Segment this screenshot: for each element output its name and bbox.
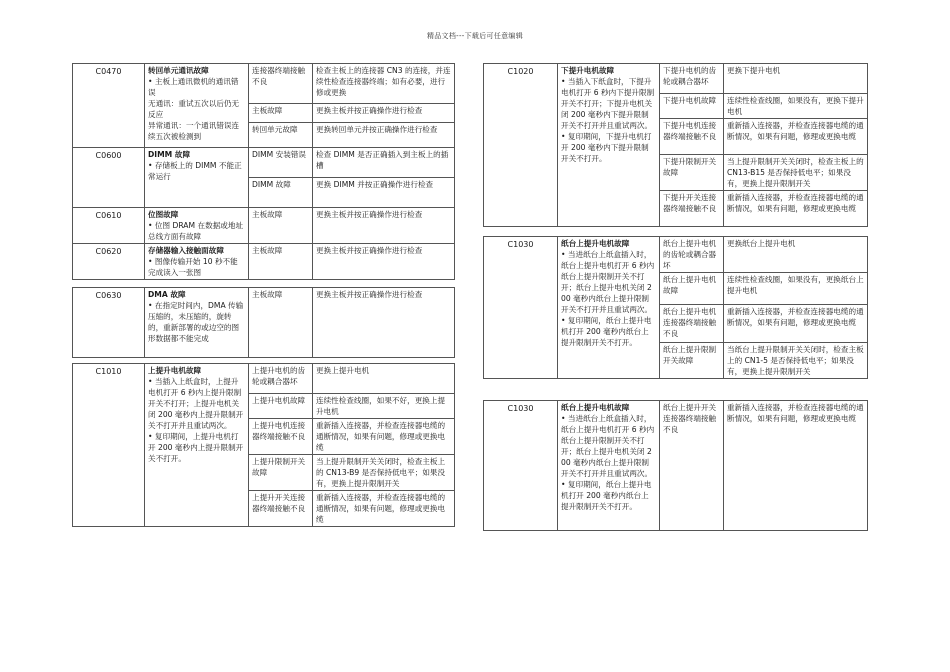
- error-title: 转回单元通讯故障: [148, 66, 209, 75]
- table-row: [73, 288, 455, 358]
- error-description: • 主板上通讯微机的通讯错误 无通讯：重试五次以后仍无反应 异常通讯：一个通讯错误连续五次被检测到: [148, 77, 240, 141]
- cause-cell: 主板故障: [249, 288, 313, 358]
- cause-cell: 主板故障: [249, 104, 313, 123]
- cause-cell: 纸台上提升电机故障: [660, 273, 724, 305]
- error-description: • 存储板上的 DIMM 不能正常运行: [148, 161, 242, 181]
- error-description-cell: [145, 244, 249, 280]
- cause-cell: 纸台上提升电机的齿轮或耦合器坏: [660, 237, 724, 273]
- table-row: [484, 64, 868, 94]
- error-title: 纸台上提升电机故障: [561, 403, 630, 412]
- fix-cell: 连续性检查线圈，如果没有，更换下提升电机: [724, 94, 868, 119]
- table-row: [73, 64, 455, 104]
- error-code: C0620: [73, 244, 145, 280]
- cause-cell: 上提升限制开关故障: [249, 455, 313, 491]
- cause-cell: 连接器终端接触不良: [249, 64, 313, 104]
- error-code-table-right-3: [483, 400, 868, 531]
- cause-cell: 下提升电机连接器终端接触不良: [660, 119, 724, 155]
- fix-cell: 连续性检查线圈，如果没有，更换纸台上提升电机: [724, 273, 868, 305]
- fix-cell: 检查主板上的连接器 CN3 的连接，并连续性检查连接器终端；如有必要，进行修或更换: [313, 64, 455, 104]
- error-description: • 当插入下纸盒时，下提升电机打开 6 秒内下提升限制开关不打开；下提升电机关闭 200 毫秒内下提升限制开关不打开并且重试两次。 • 复印期间，下提升电机打开 200 毫秒内下提升限制开关不打开。: [561, 77, 655, 163]
- cause-cell: 上提升开关连接器终端接触不良: [249, 491, 313, 527]
- fix-cell: 更换转回单元并按正确操作进行检查: [313, 123, 455, 148]
- error-description-cell: [558, 401, 660, 531]
- error-code-table-right-1: [483, 63, 868, 227]
- fix-cell: 重新插入连接器，并检查连接器电缆的通断情况，如果有问题，修理或更换电缆: [724, 305, 868, 343]
- error-code: C1010: [73, 364, 145, 527]
- error-description: • 位图 DRAM 在数据或地址总线方面有故障: [148, 221, 244, 241]
- error-code: C1030: [484, 401, 558, 531]
- fix-cell: 当纸台上提升限制开关关闭时，检查主板上的 CN1-5 是否保持低电平；如果没有，更换上提升限制开关: [724, 343, 868, 379]
- cause-cell: 下提升限制开关故障: [660, 155, 724, 191]
- cause-cell: 下提升电机的齿轮或耦合器坏: [660, 64, 724, 94]
- cause-cell: 上提升电机的齿轮或耦合器坏: [249, 364, 313, 394]
- cause-cell: 转回单元故障: [249, 123, 313, 148]
- table-row: [484, 401, 868, 531]
- error-code: C0610: [73, 208, 145, 244]
- fix-cell: 更换主板并按正确操作进行检查: [313, 288, 455, 358]
- table-row: [73, 148, 455, 178]
- error-description: • 在指定时间内，DMA 传输压缩的，未压缩的，旋转的，重新部署的或边空的图形数据都不能完成: [148, 301, 244, 343]
- table-row: [73, 208, 455, 244]
- fix-cell: 重新插入连接器，并检查连接器电缆的通断情况，如果有问题，修理或更换电缆: [313, 419, 455, 455]
- fix-cell: 重新插入连接器，并检查连接器电缆的通断情况，如果有问题，修理或更换电缆: [724, 119, 868, 155]
- error-title: 存储器输入接触面故障: [148, 246, 224, 255]
- fix-cell: 当上提升限制开关关闭时，检查主板上的 CN13-B15 是否保持低电平；如果没有，更换上提升限制开关: [724, 155, 868, 191]
- fix-cell: 检查 DIMM 是否正确插入到主板上的插槽: [313, 148, 455, 178]
- fix-cell: 更换主板并按正确操作进行检查: [313, 104, 455, 123]
- cause-cell: 主板故障: [249, 208, 313, 244]
- error-code: C0630: [73, 288, 145, 358]
- table-row: [484, 237, 868, 273]
- error-title: DMA 故障: [148, 290, 186, 299]
- error-description: • 当插入上纸盒时，上提升电机打开 6 秒内上提升限制开关不打开；上提升电机关闭 200 毫秒内上提升限制开关不打开并且重试两次。 • 复印期间，上提升电机打开 200 毫秒内上提升限制开关不打开。: [148, 377, 244, 463]
- error-description-cell: [558, 237, 660, 379]
- error-code: C0470: [73, 64, 145, 148]
- fix-cell: 更换主板并按正确操作进行检查: [313, 244, 455, 280]
- fix-cell: 更换 DIMM 并按正确操作进行检查: [313, 178, 455, 208]
- cause-cell: 纸台上提升电机连接器终端接触不良: [660, 305, 724, 343]
- error-code: C0600: [73, 148, 145, 208]
- fix-cell: 更换主板并按正确操作进行检查: [313, 208, 455, 244]
- cause-cell: 上提升电机故障: [249, 394, 313, 419]
- cause-cell: 纸台上提升限制开关故障: [660, 343, 724, 379]
- cause-cell: DIMM 安装错误: [249, 148, 313, 178]
- fix-cell: 当上提升限制开关关闭时，检查主板上的 CN13-B9 是否保持低电平；如果没有，更换上提升限制开关: [313, 455, 455, 491]
- error-title: 下提升电机故障: [561, 66, 615, 75]
- fix-cell: 重新插入连接器，并检查连接器电缆的通断情况，如果有问题，修理或更换电缆: [724, 191, 868, 227]
- error-code-table-right-2: [483, 236, 868, 379]
- error-description-cell: [145, 64, 249, 148]
- error-description-cell: [145, 288, 249, 358]
- error-description-cell: [558, 64, 660, 227]
- error-title: 纸台上提升电机故障: [561, 239, 630, 248]
- error-description-cell: [145, 364, 249, 527]
- table-row: [73, 364, 455, 394]
- cause-cell: 下提升电机故障: [660, 94, 724, 119]
- error-code-table-left: [72, 63, 455, 527]
- error-title: DIMM 故障: [148, 150, 191, 159]
- table-row: [73, 244, 455, 280]
- error-description-cell: [145, 148, 249, 208]
- error-code: C1020: [484, 64, 558, 227]
- cause-cell: 下提升开关连接器终端接触不良: [660, 191, 724, 227]
- error-description: • 当进纸台上纸盒插入时，纸台上提升电机打开 6 秒内纸台上提升限制开关不打开；纸台上提升电机关闭 200 毫秒内纸台上提升限制开关不打开并且重试两次。 • 复印期间，纸台上提升电机打开 200 毫秒内纸台上提升限制开关不打开。: [561, 414, 655, 511]
- fix-cell: 重新插入连接器，并检查连接器电缆的通断情况，如果有问题，修理或更换电缆: [724, 401, 868, 531]
- error-description: • 当进纸台上纸盒插入时，纸台上提升电机打开 6 秒内纸台上提升限制开关不打开；纸台上提升电机关闭 200 毫秒内纸台上提升限制开关不打开并且重试两次。 • 复印期间，纸台上提升电机打开 200 毫秒内纸台上提升限制开关不打开。: [561, 250, 655, 347]
- cause-cell: 主板故障: [249, 244, 313, 280]
- error-description: • 图像传输开始 10 秒不能完成读入一张图: [148, 257, 238, 277]
- fix-cell: 更换下提升电机: [724, 64, 868, 94]
- fix-cell: 更换纸台上提升电机: [724, 237, 868, 273]
- fix-cell: 重新插入连接器，并检查连接器电缆的通断情况，如果有问题，修理或更换电缆: [313, 491, 455, 527]
- fix-cell: 连续性检查线圈，如果不好，更换上提升电机: [313, 394, 455, 419]
- fix-cell: 更换上提升电机: [313, 364, 455, 394]
- error-description-cell: [145, 208, 249, 244]
- cause-cell: 上提升电机连接器终端接触不良: [249, 419, 313, 455]
- error-title: 位图故障: [148, 210, 179, 219]
- error-title: 上提升电机故障: [148, 366, 202, 375]
- cause-cell: 纸台上提升开关连接器终端接触不良: [660, 401, 724, 531]
- error-code: C1030: [484, 237, 558, 379]
- page-header: 精品文档---下载后可任意编辑: [426, 32, 524, 40]
- cause-cell: DIMM 故障: [249, 178, 313, 208]
